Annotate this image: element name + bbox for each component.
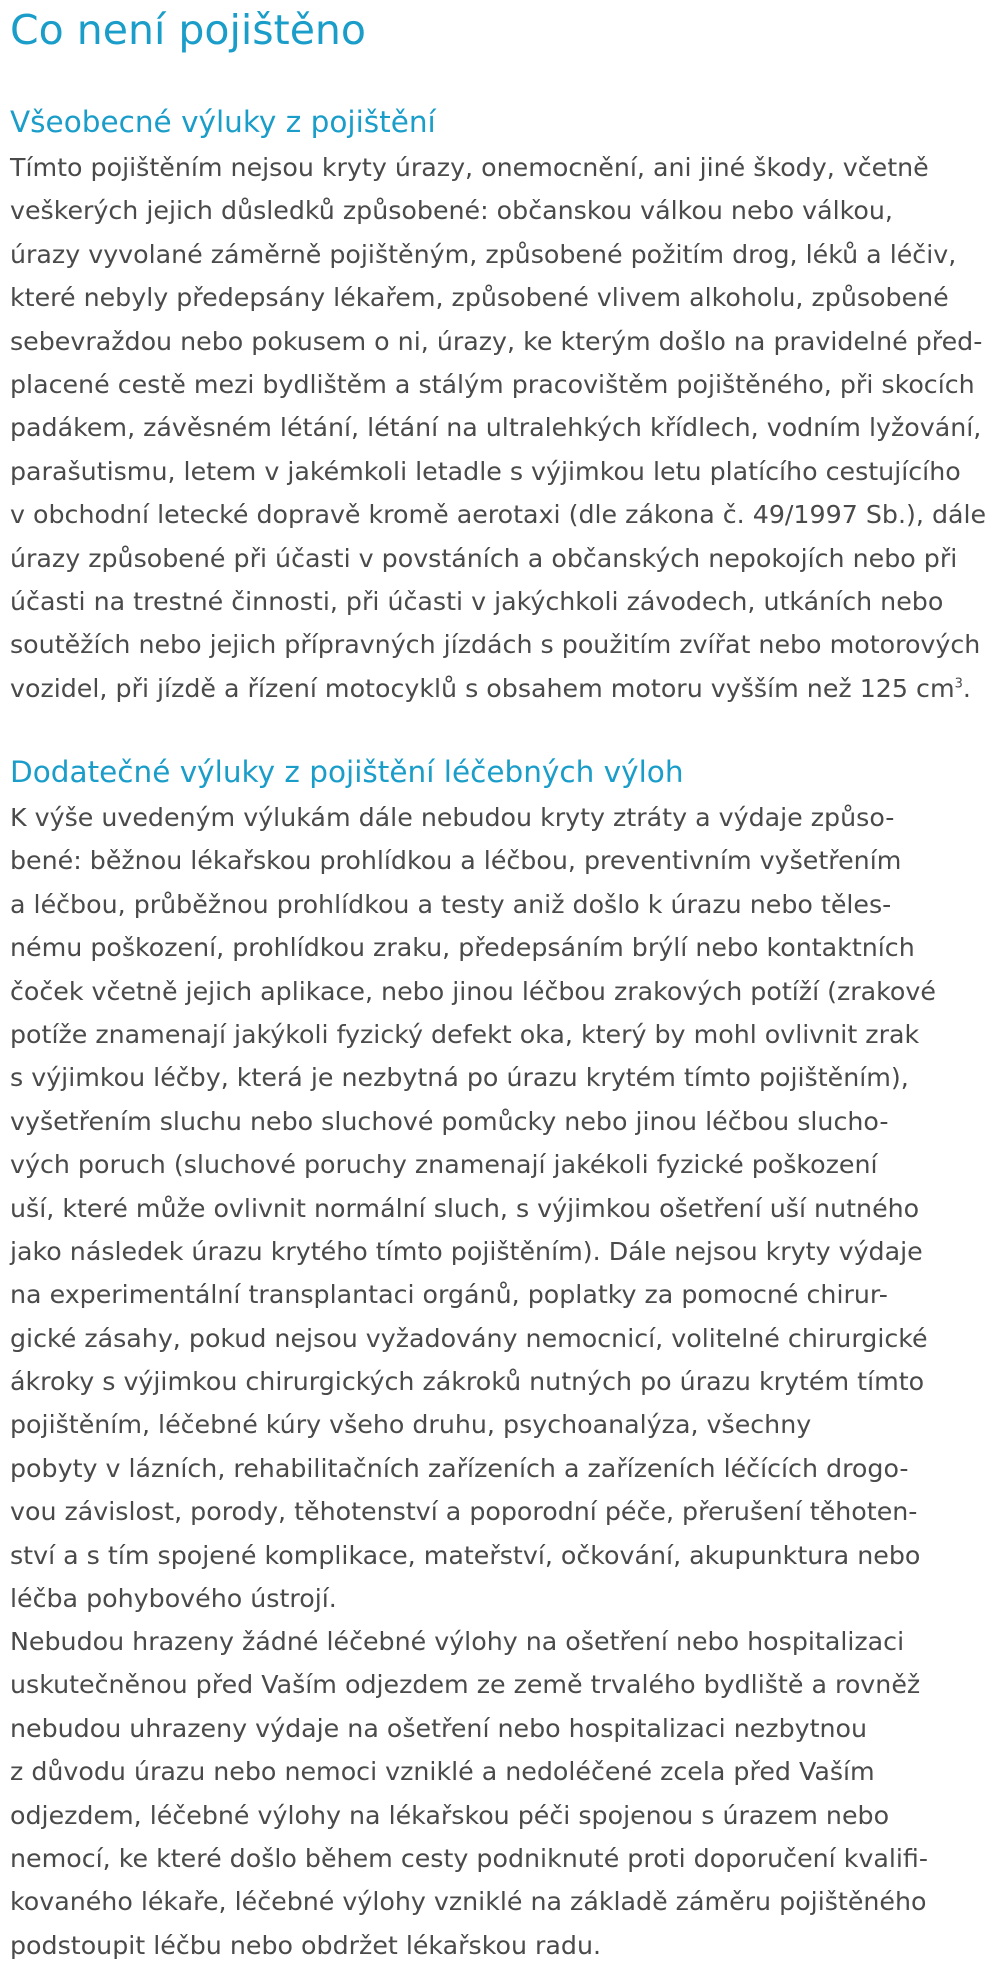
- text-line: odjezdem, léčebné výlohy na lékařskou péči spojenou s úrazem nebo: [10, 1800, 890, 1830]
- text-line: čoček včetně jejich aplikace, nebo jinou léčbou zrakových potíží (zrakové: [10, 976, 936, 1006]
- general-exclusions-paragraph: [10, 146, 986, 710]
- last-line-end: .: [962, 673, 971, 703]
- text-line: nému poškození, prohlídkou zraku, předepsáním brýlí nebo kontaktních: [10, 933, 915, 963]
- text-line: bené: běžnou lékařskou prohlídkou a léčbou, preventivním vyšetřením: [10, 846, 902, 876]
- text-line: vých poruch (sluchové poruchy znamenají jakékoli fyzické poškození: [10, 1150, 878, 1180]
- text-line: účasti na trestné činnosti, při účasti v jakýchkoli závodech, utkáních nebo: [10, 586, 944, 616]
- text-line: a léčbou, průběžnou prohlídkou a testy aniž došlo k úrazu nebo těles-: [10, 889, 892, 919]
- text-line: v obchodní letecké dopravě kromě aerotaxi (dle zákona č. 49/1997 Sb.), dále: [10, 500, 986, 530]
- text-line: úrazy vyvolané záměrně pojištěným, způsobené požitím drog, léků a léčiv,: [10, 239, 957, 269]
- text-line: Nebudou hrazeny žádné léčebné výlohy na ošetření nebo hospitalizaci: [10, 1627, 905, 1656]
- text-line: léčba pohybového ústrojí.: [10, 1584, 337, 1614]
- text-line: uskutečněnou před Vaším odjezdem ze země trvalého bydliště a rovněž: [10, 1670, 921, 1700]
- text-line: ákroky s výjimkou chirurgických zákroků nutných po úrazu krytém tímto: [10, 1367, 925, 1397]
- text-line: na experimentální transplantaci orgánů, poplatky za pomocné chirur-: [10, 1280, 888, 1310]
- superscript-cubic: 3: [954, 676, 963, 692]
- text-line: soutěžích nebo jejich přípravných jízdách s použitím zvířat nebo motorových: [10, 630, 981, 660]
- text-line: s výjimkou léčby, která je nezbytná po úrazu krytém tímto pojištěním),: [10, 1063, 909, 1093]
- text-line: veškerých jejich důsledků způsobené: občanskou válkou nebo válkou,: [10, 196, 893, 226]
- text-line: vou závislost, porody, těhotenství a poporodní péče, přerušení těhoten-: [10, 1497, 918, 1527]
- text-line: placené cestě mezi bydlištěm a stálým pracovištěm pojištěného, při skocích: [10, 369, 975, 399]
- text-line: nebudou uhrazeny výdaje na ošetření nebo hospitalizaci nezbytnou: [10, 1713, 868, 1743]
- medical-exclusions-paragraph-1: [10, 796, 960, 1620]
- text-line: nemocí, ke které došlo během cesty podniknuté proti doporučení kvalifi-: [10, 1843, 928, 1873]
- text-line-last: [10, 667, 971, 710]
- text-line: Tímto pojištěním nejsou kryty úrazy, onemocnění, ani jiné škody, včetně: [10, 153, 929, 182]
- text-line: parašutismu, letem v jakémkoli letadle s výjimkou letu platícího cestujícího: [10, 456, 961, 486]
- text-line: padákem, závěsném létání, létání na ultralehkých křídlech, vodním lyžování,: [10, 413, 982, 443]
- last-line-text: vozidel, při jízdě a řízení motocyklů s obsahem motoru vyšším než 125 cm: [10, 673, 955, 703]
- text-line: uší, které může ovlivnit normální sluch, s výjimkou ošetření uší nutného: [10, 1193, 920, 1223]
- page-title: Co není pojištěno: [10, 6, 366, 54]
- section-heading-general-exclusions: Všeobecné výluky z pojištění: [10, 105, 436, 139]
- text-line: potíže znamenají jakýkoli fyzický defekt oka, který by mohl ovlivnit zrak: [10, 1019, 920, 1049]
- text-line: vyšetřením sluchu nebo sluchové pomůcky nebo jinou léčbou slucho-: [10, 1106, 889, 1136]
- section-heading-medical-exclusions: Dodatečné výluky z pojištění léčebných výloh: [10, 755, 684, 789]
- text-line: pojištěním, léčebné kúry všeho druhu, psychoanalýza, všechny: [10, 1410, 812, 1440]
- medical-exclusions-paragraph-2: [10, 1620, 960, 1967]
- text-line: sebevraždou nebo pokusem o ni, úrazy, ke kterým došlo na pravidelné před-: [10, 326, 983, 356]
- text-line: kovaného lékaře, léčebné výlohy vzniklé na základě záměru pojištěného: [10, 1887, 927, 1917]
- text-line: které nebyly předepsány lékařem, způsobené vlivem alkoholu, způsobené: [10, 283, 949, 313]
- text-line: K výše uvedeným výlukám dále nebudou kryty ztráty a výdaje způso-: [10, 803, 895, 832]
- text-line: úrazy způsobené při účasti v povstáních a občanských nepokojích nebo při: [10, 543, 958, 573]
- text-line: ství a s tím spojené komplikace, mateřství, očkování, akupunktura nebo: [10, 1540, 921, 1570]
- text-line: z důvodu úrazu nebo nemoci vzniklé a nedoléčené zcela před Vaším: [10, 1757, 875, 1787]
- text-line: pobyty v lázních, rehabilitačních zařízeních a zařízeních léčících drogo-: [10, 1453, 909, 1483]
- text-line: gické zásahy, pokud nejsou vyžadovány nemocnicí, volitelné chirurgické: [10, 1323, 928, 1353]
- text-line: podstoupit léčbu nebo obdržet lékařskou radu.: [10, 1930, 602, 1960]
- text-line: jako následek úrazu krytého tímto pojištěním). Dále nejsou kryty výdaje: [10, 1236, 923, 1266]
